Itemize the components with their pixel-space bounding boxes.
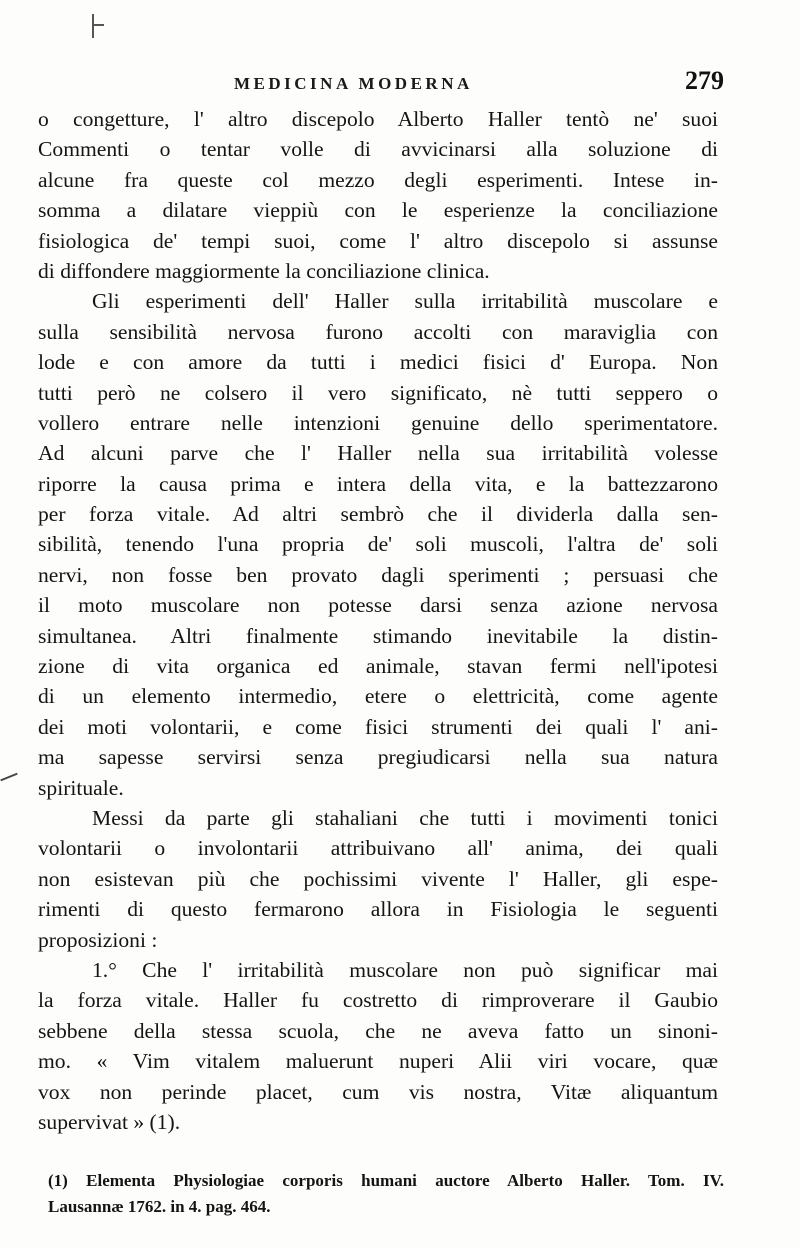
text-line: volontarii o involontarii attribuivano all' anima, dei quali <box>38 836 718 861</box>
pencil-mark-margin <box>0 773 17 782</box>
pencil-mark-top <box>92 14 106 38</box>
text-line: somma a dilatare vieppiù con le esperienze la conciliazione <box>38 198 718 223</box>
text-line: sebbene della stessa scuola, che ne aveva fatto un sinoni- <box>38 1018 718 1043</box>
text-line: ma sapesse servirsi senza pregiudicarsi nella sua natura <box>38 745 718 770</box>
running-title: MEDICINA MODERNA <box>234 74 473 93</box>
text-line: sulla sensibilità nervosa furono accolti con maraviglia con <box>38 319 718 344</box>
text-line: riporre la causa prima e intera della vita, e la battezzarono <box>38 471 718 496</box>
text-line: sibilità, tenendo l'una propria de' soli muscoli, l'altra de' soli <box>38 532 718 557</box>
text-line: per forza vitale. Ad altri sembrò che il dividerla dalla sen- <box>38 502 718 527</box>
text-line: 1.° Che l' irritabilità muscolare non può significar mai <box>92 957 718 982</box>
body-text <box>38 104 718 1137</box>
text-line: di diffondere maggiormente la conciliazione clinica. <box>38 258 490 283</box>
page-number: 279 <box>685 66 724 95</box>
text-line: Commenti o tentar volle di avvicinarsi alla soluzione di <box>38 137 718 162</box>
text-line: proposizioni : <box>38 927 158 952</box>
text-line: zione di vita organica ed animale, stavan fermi nell'ipotesi <box>38 654 718 679</box>
text-line: nervi, non fosse ben provato dagli sperimenti ; persuasi che <box>38 562 718 587</box>
text-line: simultanea. Altri finalmente stimando inevitabile la distin- <box>38 623 718 648</box>
text-line: la forza vitale. Haller fu costretto di rimproverare il Gaubio <box>38 988 718 1013</box>
text-line: alcune fra queste col mezzo degli esperimenti. Intese in- <box>38 167 718 192</box>
text-line: dei moti volontarii, e come fisici strumenti dei quali l' ani- <box>38 714 718 739</box>
text-line: di un elemento intermedio, etere o elettricità, come agente <box>38 684 718 709</box>
text-line: lode e con amore da tutti i medici fisici d' Europa. Non <box>38 350 718 375</box>
text-line: vox non perinde placet, cum vis nostra, Vitæ aliquantum <box>38 1079 718 1104</box>
text-line: non esistevan più che pochissimi vivente l' Haller, gli espe- <box>38 866 718 891</box>
text-line: supervivat » (1). <box>38 1109 181 1134</box>
text-line: o congetture, l' altro discepolo Alberto Haller tentò ne' suoi <box>38 107 718 131</box>
text-line: Gli esperimenti dell' Haller sulla irritabilità muscolare e <box>92 289 718 314</box>
text-line: fisiologica de' tempi suoi, come l' altro discepolo si assunse <box>38 228 718 253</box>
text-line: tutti però ne colsero il vero significato, nè tutti seppero o <box>38 380 718 405</box>
text-line: mo. « Vim vitalem maluerunt nuperi Alii viri vocare, quæ <box>38 1049 718 1074</box>
text-line: rimenti di questo fermarono allora in Fisiologia le seguenti <box>38 897 718 922</box>
footnote <box>48 1168 724 1220</box>
text-line: spirituale. <box>38 775 124 800</box>
footnote-line: (1) Elementa Physiologiae corporis humani auctore Alberto Haller. Tom. IV. <box>48 1171 724 1190</box>
text-line: il moto muscolare non potesse darsi senza azione nervosa <box>38 593 718 618</box>
text-line: vollero entrare nelle intenzioni genuine dello sperimentatore. <box>38 410 718 435</box>
page-header <box>36 68 726 102</box>
text-line: Messi da parte gli stahaliani che tutti i movimenti tonici <box>92 805 718 830</box>
footnote-line: Lausannæ 1762. in 4. pag. 464. <box>48 1197 271 1216</box>
text-line: Ad alcuni parve che l' Haller nella sua irritabilità volesse <box>38 441 718 466</box>
